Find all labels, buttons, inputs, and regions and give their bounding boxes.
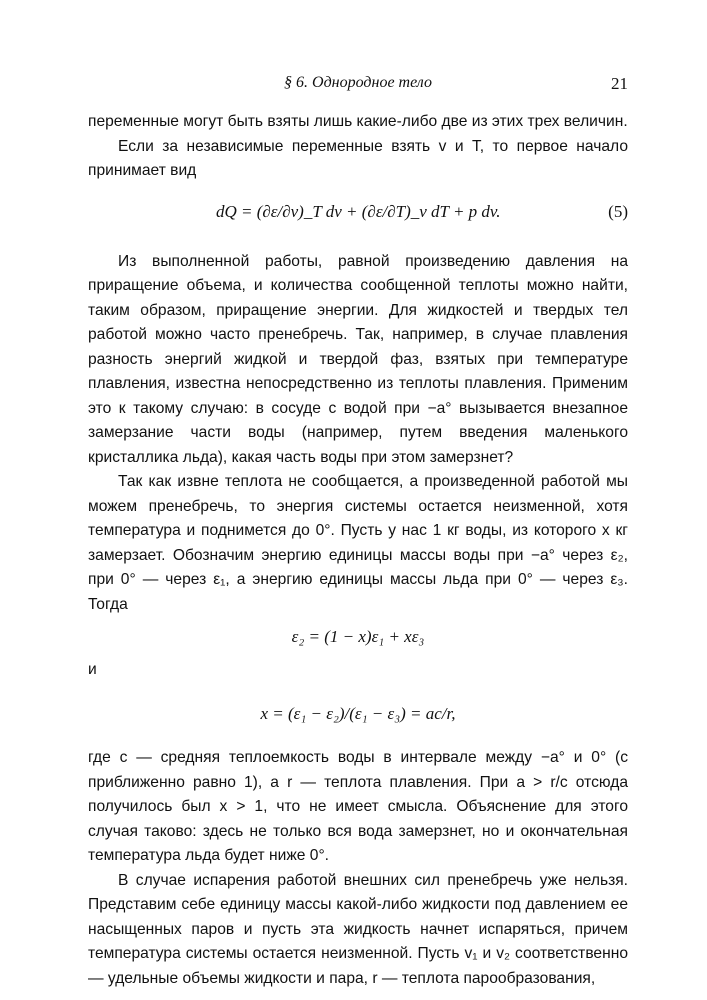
body-text [88, 110, 628, 991]
equation-5-body: dQ = (∂ε/∂v)_T dv + (∂ε/∂T)_v dT + p dv. [216, 201, 501, 221]
equation-energy: ε₂ = (1 − x)ε₁ + xε₃ [291, 627, 425, 646]
page-header [88, 74, 628, 98]
equation-5-number: (5) [608, 201, 628, 221]
page-number: 21 [611, 74, 628, 93]
conjunction-and: и [88, 660, 97, 678]
equation-x: x = (ε₁ − ε₂)/(ε₁ − ε₃) = ac/r, [260, 704, 456, 723]
paragraph-2: Если за независимые переменные взять v и T, то первое начало принимает вид [88, 137, 628, 179]
running-title: § 6. Однородное тело [284, 74, 432, 91]
paragraph-4: Так как извне теплота не сообщается, а произведенной работой мы можем пренебречь, то энергия системы остается неизменной, хотя температура и поднимется до 0°. Пусть у нас 1 кг воды, из которого x кг замерзает. Обозначим энергию единицы массы воды при −a° через ε₂, при 0° — через ε₁, а энергию единицы массы льда при 0° — через ε₃. Тогда [88, 473, 628, 613]
equation-5 [88, 188, 628, 244]
paragraph-1: переменные могут быть взяты лишь какие-либо две из этих трех величин. [88, 113, 628, 130]
paragraph-6: В случае испарения работой внешних сил пренебречь уже нельзя. Представим себе единицу массы какой-либо жидкости под давлением ее насыщенных паров и пусть эта жидкость начнет испаряться, причем температура системы остается неизменной. Пусть v₁ и v₂ соответственно — удельные объемы жидкости и пара, r — теплота парообразования, [88, 871, 628, 987]
paragraph-5: где c — средняя теплоемкость воды в интервале между −a° и 0° (c приближенно равно 1), а r — теплота плавления. При a > r/c отсюда получилось был x > 1, что не имеет смысла. Объяснение для этого случая таково: здесь не только вся вода замерзнет, но и окончательная температура льда будет ниже 0°. [88, 749, 628, 864]
paragraph-3: Из выполненной работы, равной произведению давления на приращение объема, и количества сообщенной теплоты можно найти, таким образом, приращение энергии. Для жидкостей и твердых тел работой можно часто пренебречь. Так, например, в случае плавления разность энергий жидкой и твердой фаз, взятых при температуре плавления, известна непосредственно из теплоты плавления. Применим это к такому случаю: в сосуде с водой при −a° вызывается внезапное замерзание части воды (например, путем введения маленького кристаллика льда), какая часть воды при этом замерзнет? [88, 252, 628, 466]
